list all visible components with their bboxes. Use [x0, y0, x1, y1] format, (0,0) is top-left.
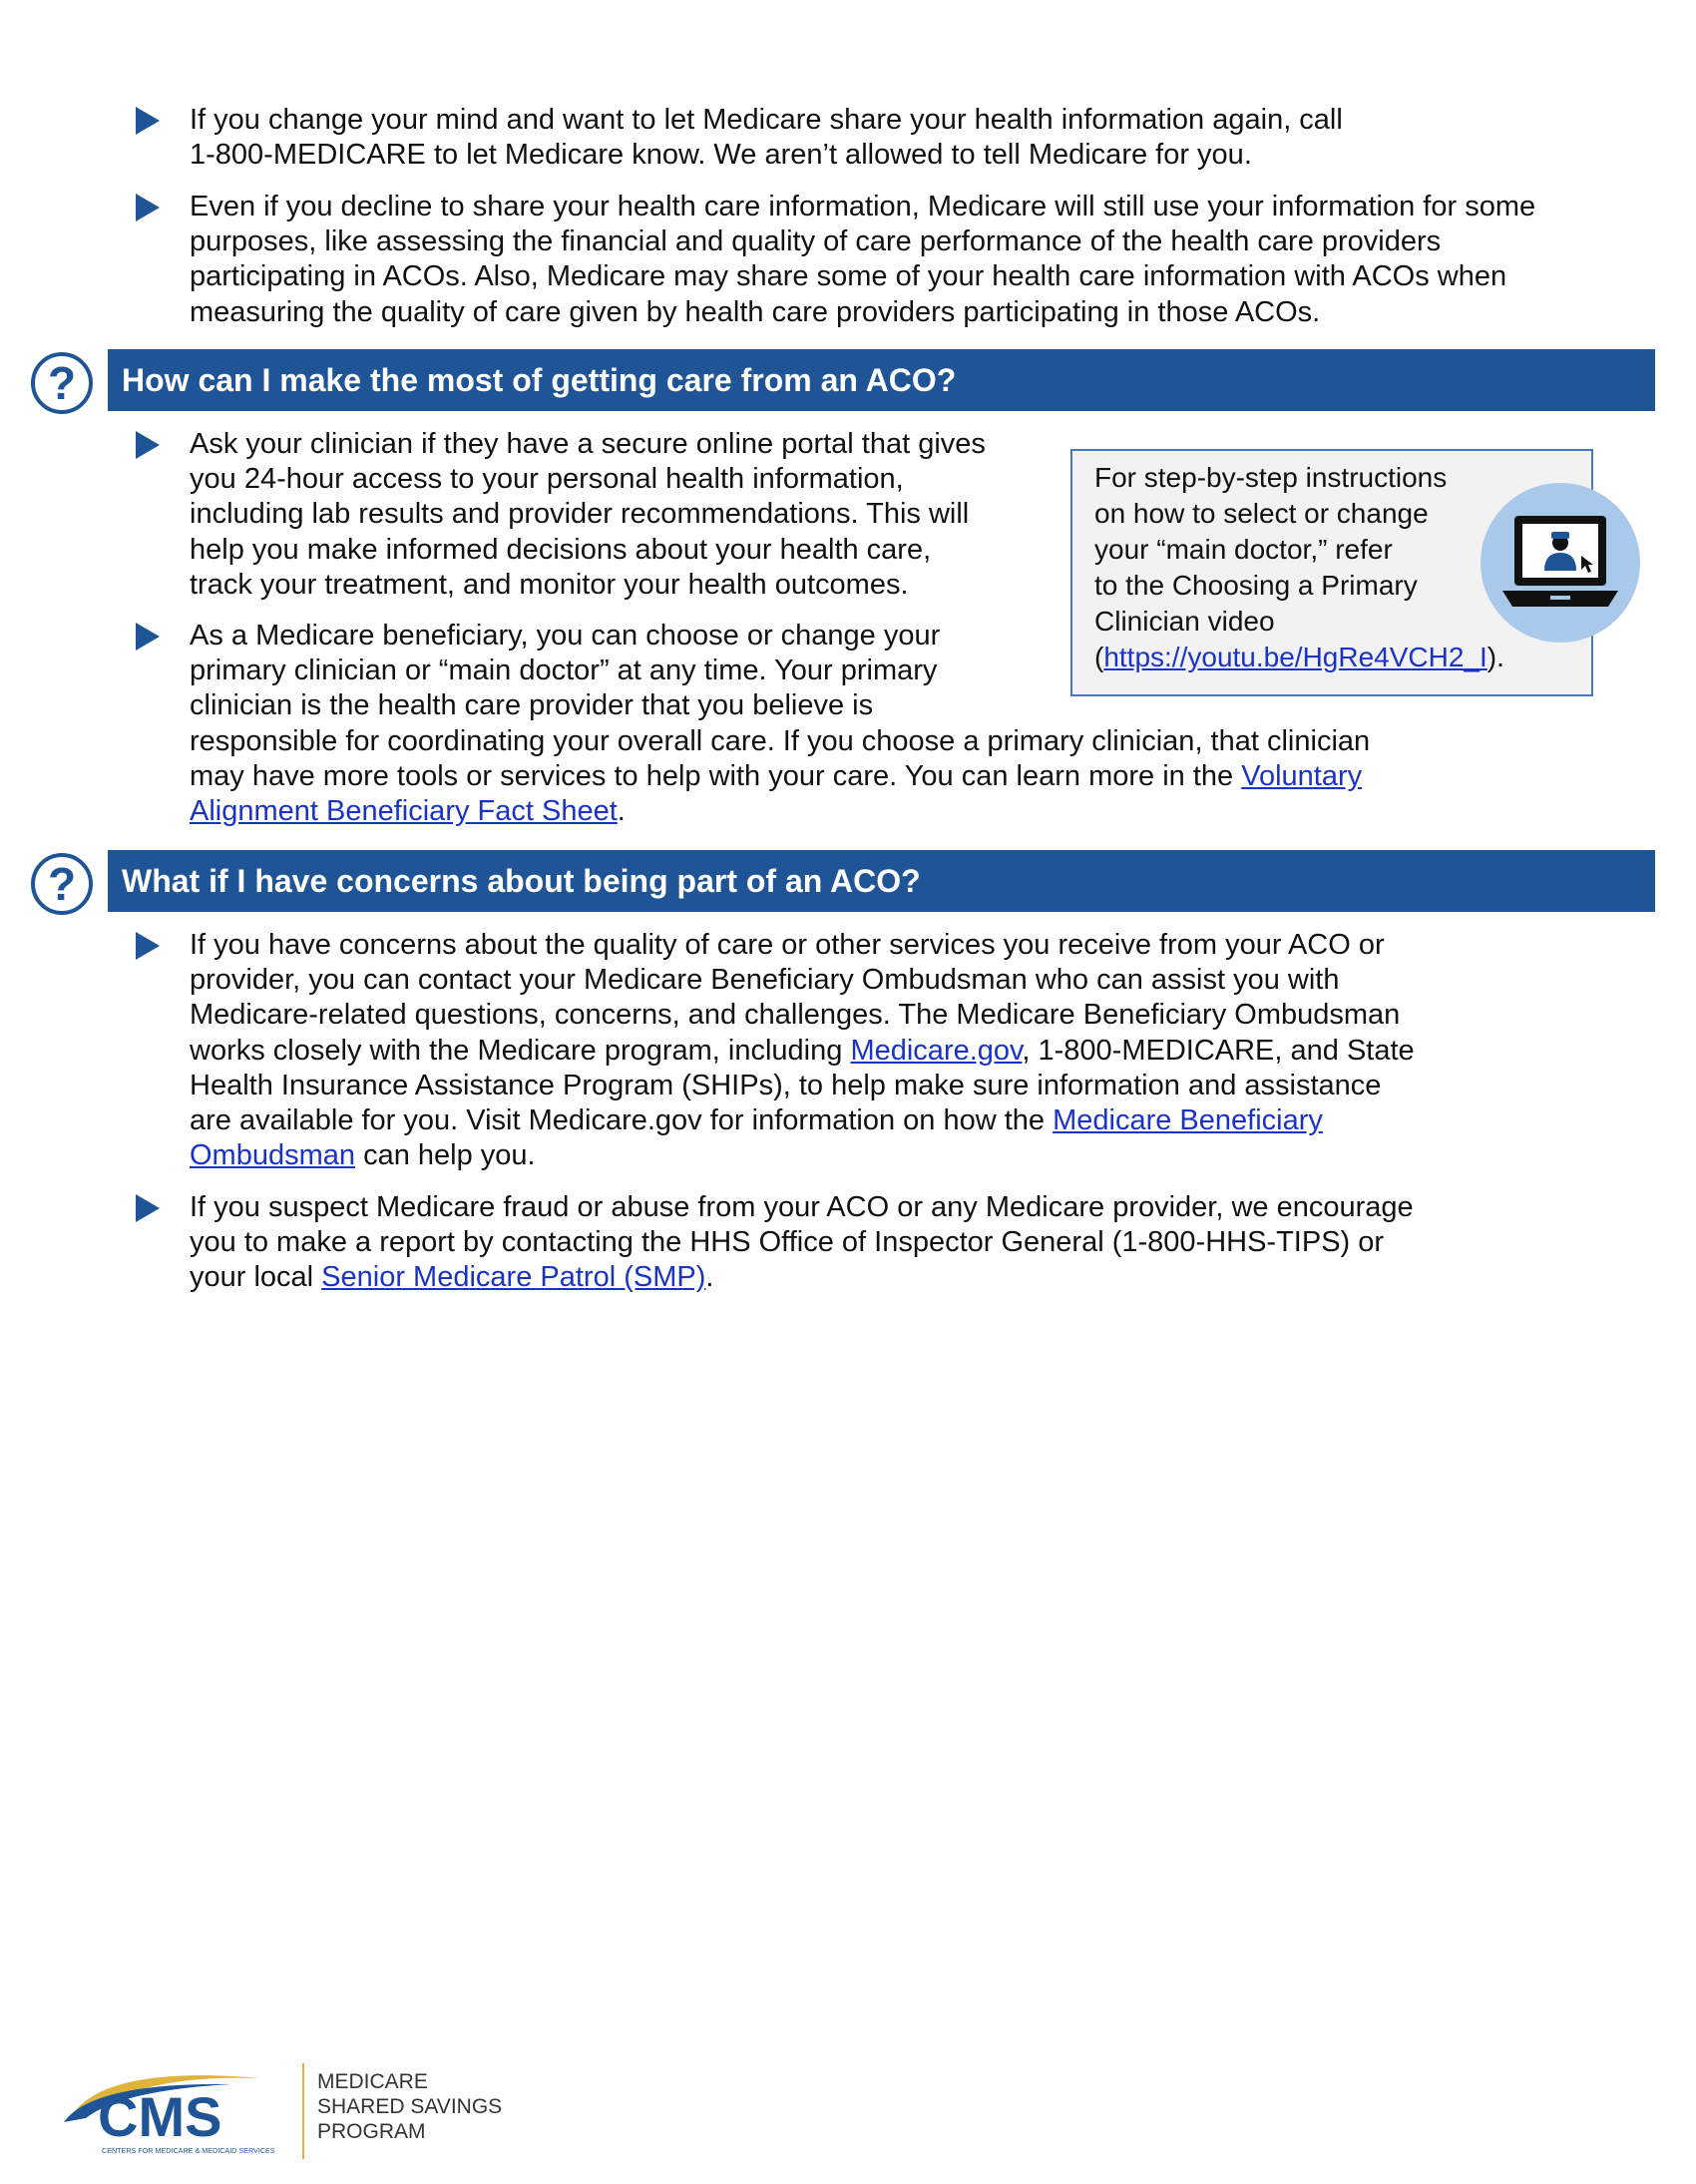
bullet-text: If you change your mind and want to let Medicare share your health information again, call 1-800-MEDICARE to let Medicare know. We aren’t allowed to tell Medicare for you. [190, 104, 1343, 172]
medicare-gov-link[interactable]: Medicare.gov [850, 1034, 1023, 1067]
question-circle-icon: ? [31, 352, 93, 414]
bullet-arrow-icon [136, 1194, 160, 1222]
ombudsman-link[interactable]: Ombudsman [190, 1139, 356, 1172]
section-heading-aco-concerns: What if I have concerns about being part of an ACO? [108, 850, 1655, 912]
section-heading-aco-care: How can I make the most of getting care from an ACO? [108, 349, 1655, 411]
voluntary-alignment-link[interactable]: Voluntary [1241, 759, 1363, 792]
bullet-text: If you suspect Medicare fraud or abuse from your ACO or any Medicare provider, we encourage you to make a report by contacting the HHS Office of Inspector General (1-800-HHS-TIPS) or your local Senior Medicare Patrol (SMP). [190, 1191, 1414, 1294]
callout-text: For step-by-step instructions on how to select or change your “main doctor,” refer to the Choosing a Primary Clinician video (https://youtu.be/HgRe4VCH2_I). [1094, 462, 1504, 672]
youtube-video-link[interactable]: https://youtu.be/HgRe4VCH2_I [1103, 642, 1487, 672]
voluntary-alignment-link[interactable]: Alignment Beneficiary Fact Sheet [190, 795, 618, 828]
bullet-text: If you have concerns about the quality of care or other services you receive from your ACO or provider, you can contact your Medicare Beneficiary Ombudsman who can assist you with Medicare-related questions, concerns, and challenges. The Medicare Beneficiary Ombudsman works closely with the Medicare program, including Medicare.gov, 1-800-MEDICARE, and State Health Insurance Assistance Program (SHIPs), to help make sure information and assistance are available for you. Visit Medicare.gov for information on how the Medicare Beneficiary Ombudsman can help you. [190, 929, 1415, 1172]
bullet-arrow-icon [136, 431, 160, 459]
bullet-text: As a Medicare beneficiary, you can choose or change your primary clinician or “main doctor” at any time. Your primary clinician is the health care provider that you believe is responsible for coordinating your overall care. If you choose a primary clinician, that clinician may have more tools or services to help with your care. You can learn more in the Voluntary Alignment Beneficiary Fact Sheet. [190, 620, 1371, 828]
bullet-arrow-icon [136, 623, 160, 651]
ombudsman-link[interactable]: Medicare Beneficiary [1053, 1104, 1323, 1137]
bullet-arrow-icon [136, 932, 160, 960]
cms-logo [62, 2060, 301, 2165]
bullet-text: Ask your clinician if they have a secure online portal that gives you 24-hour access to your personal health information, including lab results and provider recommendations. This will help you make informed decisions about your health care, track your treatment, and monitor your health outcomes. [190, 428, 986, 601]
bullet-text: Even if you decline to share your health care information, Medicare will still use your information for some purposes, like assessing the financial and quality of care performance of the health care providers participating in ACOs. Also, Medicare may share some of your health care information with ACOs when measuring the quality of care given by health care providers participating in those ACOs. [190, 191, 1536, 328]
question-circle-icon: ? [31, 853, 93, 915]
senior-medicare-patrol-link[interactable]: Senior Medicare Patrol (SMP) [321, 1261, 706, 1294]
program-name: MEDICARE SHARED SAVINGS PROGRAM [317, 2070, 503, 2143]
cms-logo-text: CMS [98, 2085, 222, 2148]
laptop-video-doctor-icon [1481, 483, 1640, 643]
footer-divider [302, 2063, 304, 2159]
bullet-arrow-icon [136, 107, 160, 135]
cms-logo-subtext: CENTERS FOR MEDICARE & MEDICAID SERVICES [102, 2146, 275, 2155]
bullet-arrow-icon [136, 194, 160, 221]
